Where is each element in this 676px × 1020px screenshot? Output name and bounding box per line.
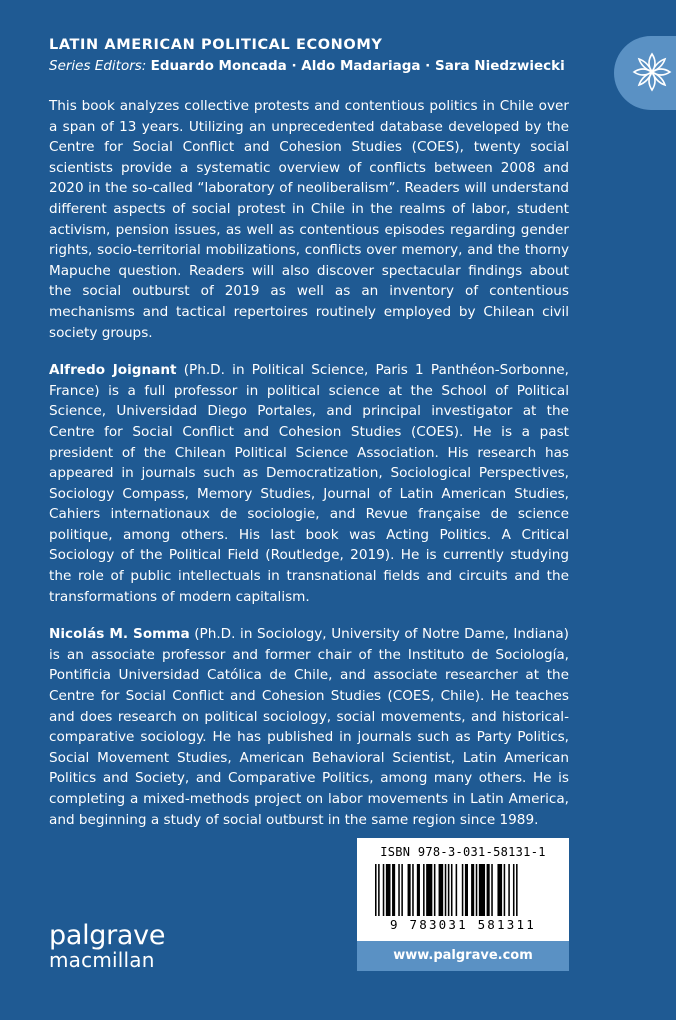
barcode-bar bbox=[408, 864, 411, 916]
barcode-bar bbox=[378, 864, 380, 916]
barcode-bar bbox=[383, 864, 385, 916]
ean-digits: 9 783031 581311 bbox=[390, 917, 536, 932]
barcode-bar bbox=[479, 864, 485, 916]
author-bio-somma bbox=[49, 624, 569, 830]
barcode-bar bbox=[471, 864, 474, 916]
barcode-bar bbox=[513, 864, 515, 916]
barcode-bar bbox=[439, 864, 444, 916]
barcode-bar bbox=[392, 864, 395, 916]
barcode-bar bbox=[476, 864, 478, 916]
barcode-bar bbox=[448, 864, 450, 916]
barcode-bar bbox=[465, 864, 468, 916]
barcode-bar bbox=[375, 864, 377, 916]
publisher-logo-line2: macmillan bbox=[49, 948, 155, 972]
publisher-logo-line1: palgrave bbox=[49, 920, 166, 951]
barcode-bar bbox=[412, 864, 414, 916]
barcode-bar bbox=[508, 864, 510, 916]
publisher-logo bbox=[49, 922, 165, 970]
barcode-bar bbox=[456, 864, 458, 916]
barcode-bar bbox=[491, 864, 493, 916]
palgrave-flower-icon bbox=[630, 50, 674, 94]
series-header bbox=[49, 36, 565, 76]
barcode-bar bbox=[423, 864, 425, 916]
barcode-bar bbox=[398, 864, 400, 916]
isbn-label: ISBN 978-3-031-58131-1 bbox=[380, 845, 546, 859]
barcode-bar bbox=[451, 864, 453, 916]
barcode-bar bbox=[401, 864, 403, 916]
barcode-bar bbox=[426, 864, 432, 916]
barcode-bar bbox=[462, 864, 464, 916]
barcode-bar bbox=[417, 864, 420, 916]
barcode-bar bbox=[445, 864, 447, 916]
series-editors-label: Series Editors: bbox=[49, 58, 147, 74]
barcode-bar bbox=[487, 864, 490, 916]
author-name: Nicolás M. Somma bbox=[49, 626, 190, 643]
publisher-url[interactable]: www.palgrave.com bbox=[357, 941, 569, 971]
author-name: Alfredo Joignant bbox=[49, 362, 177, 379]
back-cover-text bbox=[49, 96, 569, 830]
barcode bbox=[375, 864, 551, 916]
series-editors bbox=[49, 56, 565, 76]
series-editors-names: Eduardo Moncada · Aldo Madariaga · Sara Niedzwiecki bbox=[150, 58, 565, 74]
series-title: LATIN AMERICAN POLITICAL ECONOMY bbox=[49, 37, 383, 53]
barcode-bar bbox=[504, 864, 506, 916]
book-blurb: This book analyzes collective protests and contentious politics in Chile over a span of 13 years. Utilizing an unprecedented database developed by the Centre for Social Conflict and Cohesion Studies (COES), twenty social scientists provide a systematic overview of conflicts between 2008 and 2020 in the so-called “laboratory of neoliberalism”. Readers will understand different aspects of social protest in Chile in the realms of labor, student activism, pension issues, as well as contentious episodes regarding gender rights, socio-territorial mobilizations, conflicts over memory, and the thorny Mapuche question. Readers will also discover spectacular findings about the social outburst of 2019 as well as an inventory of contentious mechanisms and tactical repertoires routinely employed by Chilean civil society groups. bbox=[49, 98, 569, 341]
barcode-bar bbox=[434, 864, 436, 916]
author-bio-text: (Ph.D. in Sociology, University of Notre Dame, Indiana) is an associate professor and former chair of the Instituto de Sociología, Pontificia Universidad Católica de Chile, and associate researcher at the Centre for Social Conflict and Cohesion Studies (COES, Chile). He teaches and does research on political sociology, social movements, and historical-comparative sociology. He has published in journals such as Party Politics, Social Movement Studies, American Behavioral Scientist, Latin American Politics and Society, and Comparative Politics, among many others. He is completing a mixed-methods project on labor movements in Latin America, and beginning a study of social outburst in the same region since 1989. bbox=[49, 626, 569, 828]
barcode-box bbox=[357, 838, 569, 971]
barcode-bar bbox=[386, 864, 391, 916]
author-bio-joignant bbox=[49, 360, 569, 607]
author-bio-text: (Ph.D. in Political Science, Paris 1 Panthéon-Sorbonne, France) is a full professor in political science at the School of Political Science, Universidad Diego Portales, and principal investigator at the Centre for Social Conflict and Cohesion Studies (COES). He is a past president of the Chilean Political Science Association. His research has appeared in journals such as Democratization, Sociological Perspectives, Sociology Compass, Memory Studies, Journal of Latin American Studies, Cahiers internationaux de sociologie, and Revue française de science politique, among others. His last book was Acting Politics. A Critical Sociology of the Political Field (Routledge, 2019). He is currently studying the role of public intellectuals in transnational fields and circuits and the transformations of modern capitalism. bbox=[49, 362, 569, 605]
barcode-bar bbox=[516, 864, 518, 916]
corner-badge bbox=[614, 36, 676, 110]
barcode-bar bbox=[497, 864, 502, 916]
